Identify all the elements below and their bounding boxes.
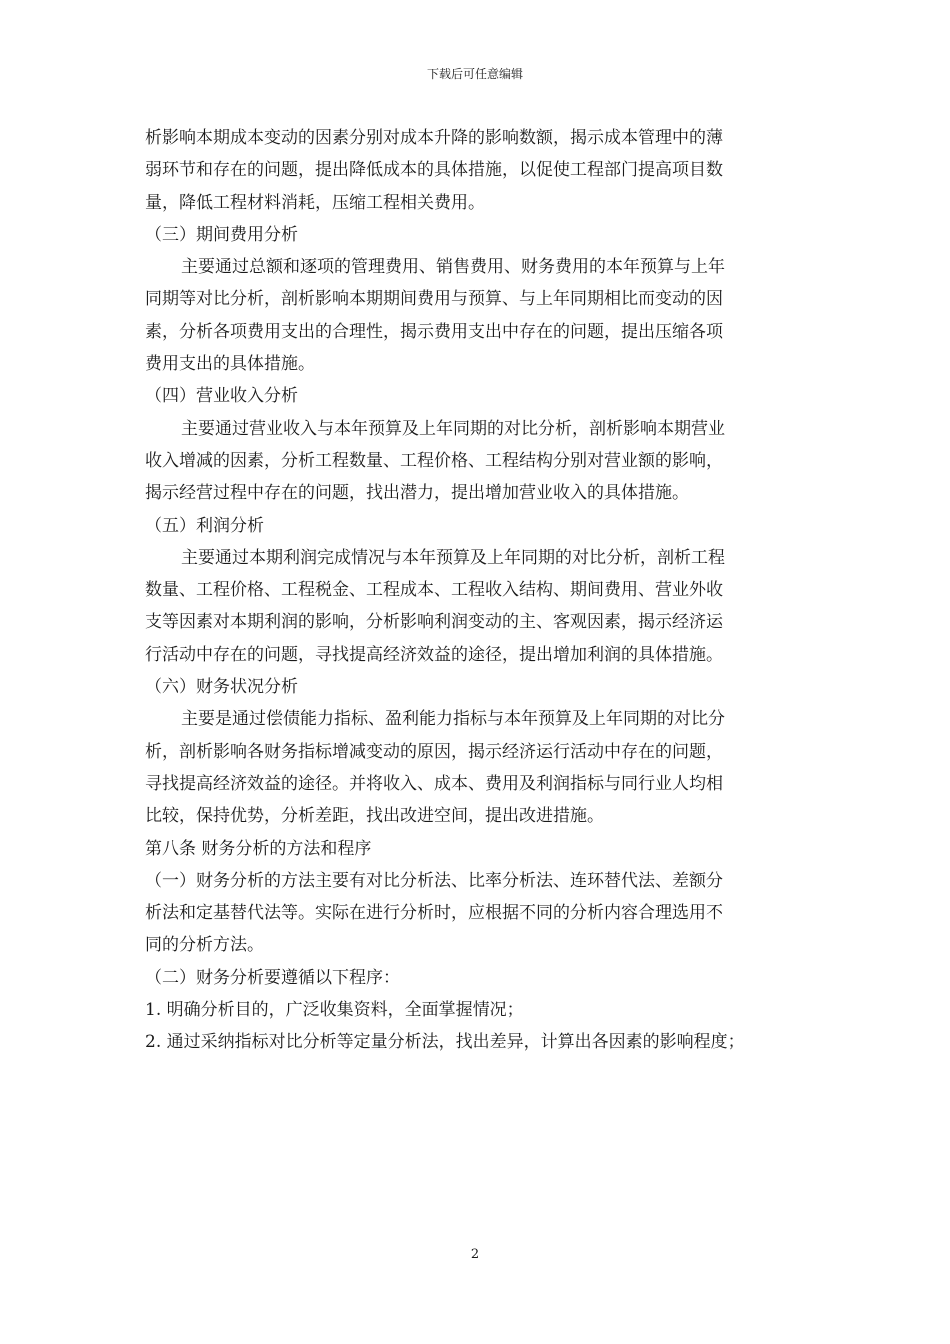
- body-line: 析，剖析影响各财务指标增减变动的原因，揭示经济运行活动中存在的问题，: [145, 741, 723, 762]
- body-line: （一）财务分析的方法主要有对比分析法、比率分析法、连环替代法、差额分: [145, 870, 723, 891]
- paragraph-first-line: 主要通过营业收入与本年预算及上年同期的对比分析，剖析影响本期营业: [181, 418, 725, 439]
- body-line: 同期等对比分析，剖析影响本期期间费用与预算、与上年同期相比而变动的因: [145, 289, 723, 310]
- body-line: 揭示经营过程中存在的问题，找出潜力，提出增加营业收入的具体措施。: [145, 483, 689, 504]
- article-heading: 第八条 财务分析的方法和程序: [145, 838, 372, 859]
- paragraph-first-line: 主要是通过偿债能力指标、盈利能力指标与本年预算及上年同期的对比分: [181, 709, 725, 730]
- list-item: 1. 明确分析目的，广泛收集资料，全面掌握情况；: [145, 1000, 524, 1021]
- body-line: 析法和定基替代法等。实际在进行分析时，应根据不同的分析内容合理选用不: [145, 903, 723, 924]
- paragraph-first-line: 主要通过本期利润完成情况与本年预算及上年同期的对比分析，剖析工程: [181, 547, 725, 568]
- list-item: 2. 通过采纳指标对比分析等定量分析法，找出差异，计算出各因素的影响程度；: [145, 1032, 745, 1053]
- document-body: [145, 122, 813, 1059]
- body-line: 寻找提高经济效益的途径。并将收入、成本、费用及利润指标与同行业人均相: [145, 773, 723, 794]
- page-header: 下载后可任意编辑: [426, 67, 523, 81]
- body-line: 弱环节和存在的问题，提出降低成本的具体措施，以促使工程部门提高项目数: [145, 160, 723, 181]
- body-line: 收入增减的因素，分析工程数量、工程价格、工程结构分别对营业额的影响，: [145, 450, 723, 471]
- section-heading: （三）期间费用分析: [145, 224, 298, 245]
- body-line: 同的分析方法。: [145, 935, 264, 956]
- body-line: 量，降低工程材料消耗，压缩工程相关费用。: [145, 192, 485, 213]
- body-line: 行活动中存在的问题，寻找提高经济效益的途径，提出增加利润的具体措施。: [145, 644, 723, 665]
- body-line: 素，分析各项费用支出的合理性，揭示费用支出中存在的问题，提出压缩各项: [145, 321, 723, 342]
- section-heading: （四）营业收入分析: [145, 386, 298, 407]
- body-line: 数量、工程价格、工程税金、工程成本、工程收入结构、期间费用、营业外收: [145, 580, 723, 601]
- section-heading: （五）利润分析: [145, 515, 264, 536]
- section-heading: （六）财务状况分析: [145, 677, 298, 698]
- body-line: 比较，保持优势，分析差距，找出改进空间，提出改进措施。: [145, 806, 604, 827]
- page-number: 2: [470, 1247, 480, 1262]
- body-line: 析影响本期成本变动的因素分别对成本升降的影响数额，揭示成本管理中的薄: [145, 128, 723, 148]
- paragraph-first-line: 主要通过总额和逐项的管理费用、销售费用、财务费用的本年预算与上年: [181, 257, 725, 278]
- body-line: 支等因素对本期利润的影响，分析影响利润变动的主、客观因素，揭示经济运: [145, 612, 723, 633]
- body-line: （二）财务分析要遵循以下程序：: [145, 967, 400, 988]
- body-line: 费用支出的具体措施。: [145, 354, 315, 375]
